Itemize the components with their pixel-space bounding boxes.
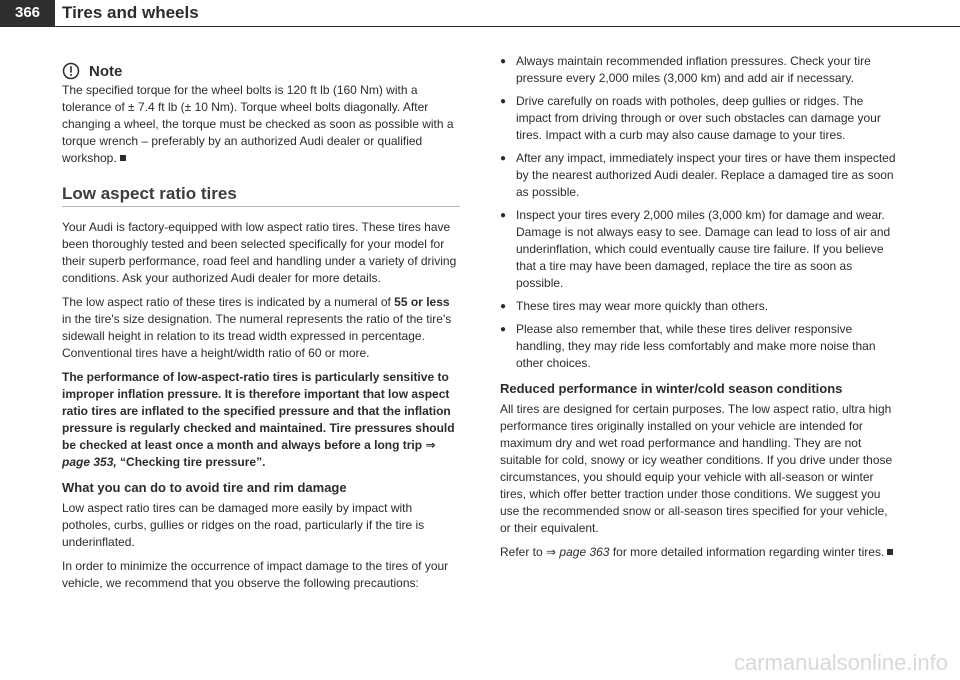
warning-paragraph: The performance of low-aspect-ratio tires is particularly sensitive to improper inflation pressure. It is therefore important that low aspect ratio tires are inflated to the specified pressure and that the inflation pressure is regularly checked and maintained. Tire pressures should be checked at least once a month and always before a long trip ⇒ page 353, “Checking tire pressure”. [62, 370, 455, 469]
page-number: 366 [0, 0, 55, 26]
chapter-title: Tires and wheels [62, 3, 199, 22]
section-heading: Low aspect ratio tires [62, 185, 460, 207]
list-item: ● Please also remember that, while these tires deliver responsive handling, they may ride less comfortably and make more noise than other choices. [500, 322, 876, 370]
note-text: The specified torque for the wheel bolts is 120 ft lb (160 Nm) with a tolerance of ± 7.4 ft lb (± 10 Nm). Torque wheel bolts diagonally. After changing a wheel, the torque must be checked as soon as possible with a torque wrench – preferably by an authorized Audi dealer or qualified workshop. [62, 83, 454, 165]
header-rule [0, 26, 960, 27]
avoid-paragraph-2: In order to minimize the occurrence of impact damage to the tires of your vehicle, we recommend that you observe the following precautions: [62, 559, 449, 590]
list-item: ● Drive carefully on roads with potholes, deep gullies or ridges. The impact from driving through or over such obstacles can damage your tires. Impact with a curb may also cause damage to your tires. [500, 94, 881, 142]
note-header [62, 62, 460, 80]
winter-reference: Refer to ⇒ page 363 for more detailed information regarding winter tires. [500, 544, 898, 561]
list-item: ● Inspect your tires every 2,000 miles (3,000 km) for damage and wear. Damage is not always easy to see. Damage can lead to loss of air and underinflation, which could eventually cause tire failure. If you believe that a tire may have been damaged, replace the tire as soon as possible. [500, 208, 891, 290]
bullet-icon: ● [500, 301, 507, 312]
end-marker-icon [887, 549, 893, 555]
intro-paragraph: Your Audi is factory-equipped with low aspect ratio tires. These tires have been thoroughly tested and been selected specifically for your model for their superb performance, road feel and handling under a variety of driving conditions. Ask your authorized Audi dealer for more details. [62, 220, 457, 285]
exclamation-circle-icon [62, 62, 80, 80]
page-reference-link[interactable]: page 353, [62, 455, 117, 469]
left-column [62, 52, 460, 599]
bullet-icon: ● [500, 210, 507, 221]
avoid-paragraph-1: Low aspect ratio tires can be damaged more easily by impact with potholes, curbs, gullies or ridges on the road, particularly if the tire is underinflated. [62, 501, 425, 549]
watermark: carmanualsonline.info [733, 650, 948, 675]
list-item: ● These tires may wear more quickly than others. [500, 299, 769, 313]
bullet-icon: ● [500, 96, 507, 107]
winter-paragraph: All tires are designed for certain purposes. The low aspect ratio, ultra high performance tires originally installed on your vehicle are intended for maximum dry and wet road performance and handling. They are not suitable for cold, snowy or icy weather conditions. If you drive under those circumstances, you should equip your vehicle with all-season or winter tires, which offer better traction under those conditions. We suggest you use the recommended snow or all-season tires specified for your vehicle, or their equivalent. [500, 402, 893, 535]
list-item: ● After any impact, immediately inspect your tires or have them inspected by the nearest authorized Audi dealer. Replace a damaged tire as soon as possible. [500, 151, 896, 199]
list-item: ● Always maintain recommended inflation pressures. Check your tire pressure every 2,000 miles (3,000 km) and add air if necessary. [500, 54, 871, 85]
note-title: Note [89, 62, 123, 80]
bullet-icon: ● [500, 153, 507, 164]
bullet-icon: ● [500, 56, 507, 67]
page-reference-link[interactable]: page 363 [559, 545, 610, 559]
aspect-ratio-paragraph: The low aspect ratio of these tires is indicated by a numeral of 55 or less in the tire's size designation. The numeral represents the ratio of the tire's sidewall height in relation to its tread width expressed in percentage. Conventional tires have a height/width ratio of 60 or more. [62, 295, 452, 360]
subheading-avoid-damage: What you can do to avoid tire and rim damage [62, 480, 347, 495]
end-marker-icon [120, 155, 126, 161]
right-column [500, 52, 898, 568]
bullet-icon: ● [500, 324, 507, 335]
subheading-winter: Reduced performance in winter/cold season conditions [500, 381, 843, 396]
